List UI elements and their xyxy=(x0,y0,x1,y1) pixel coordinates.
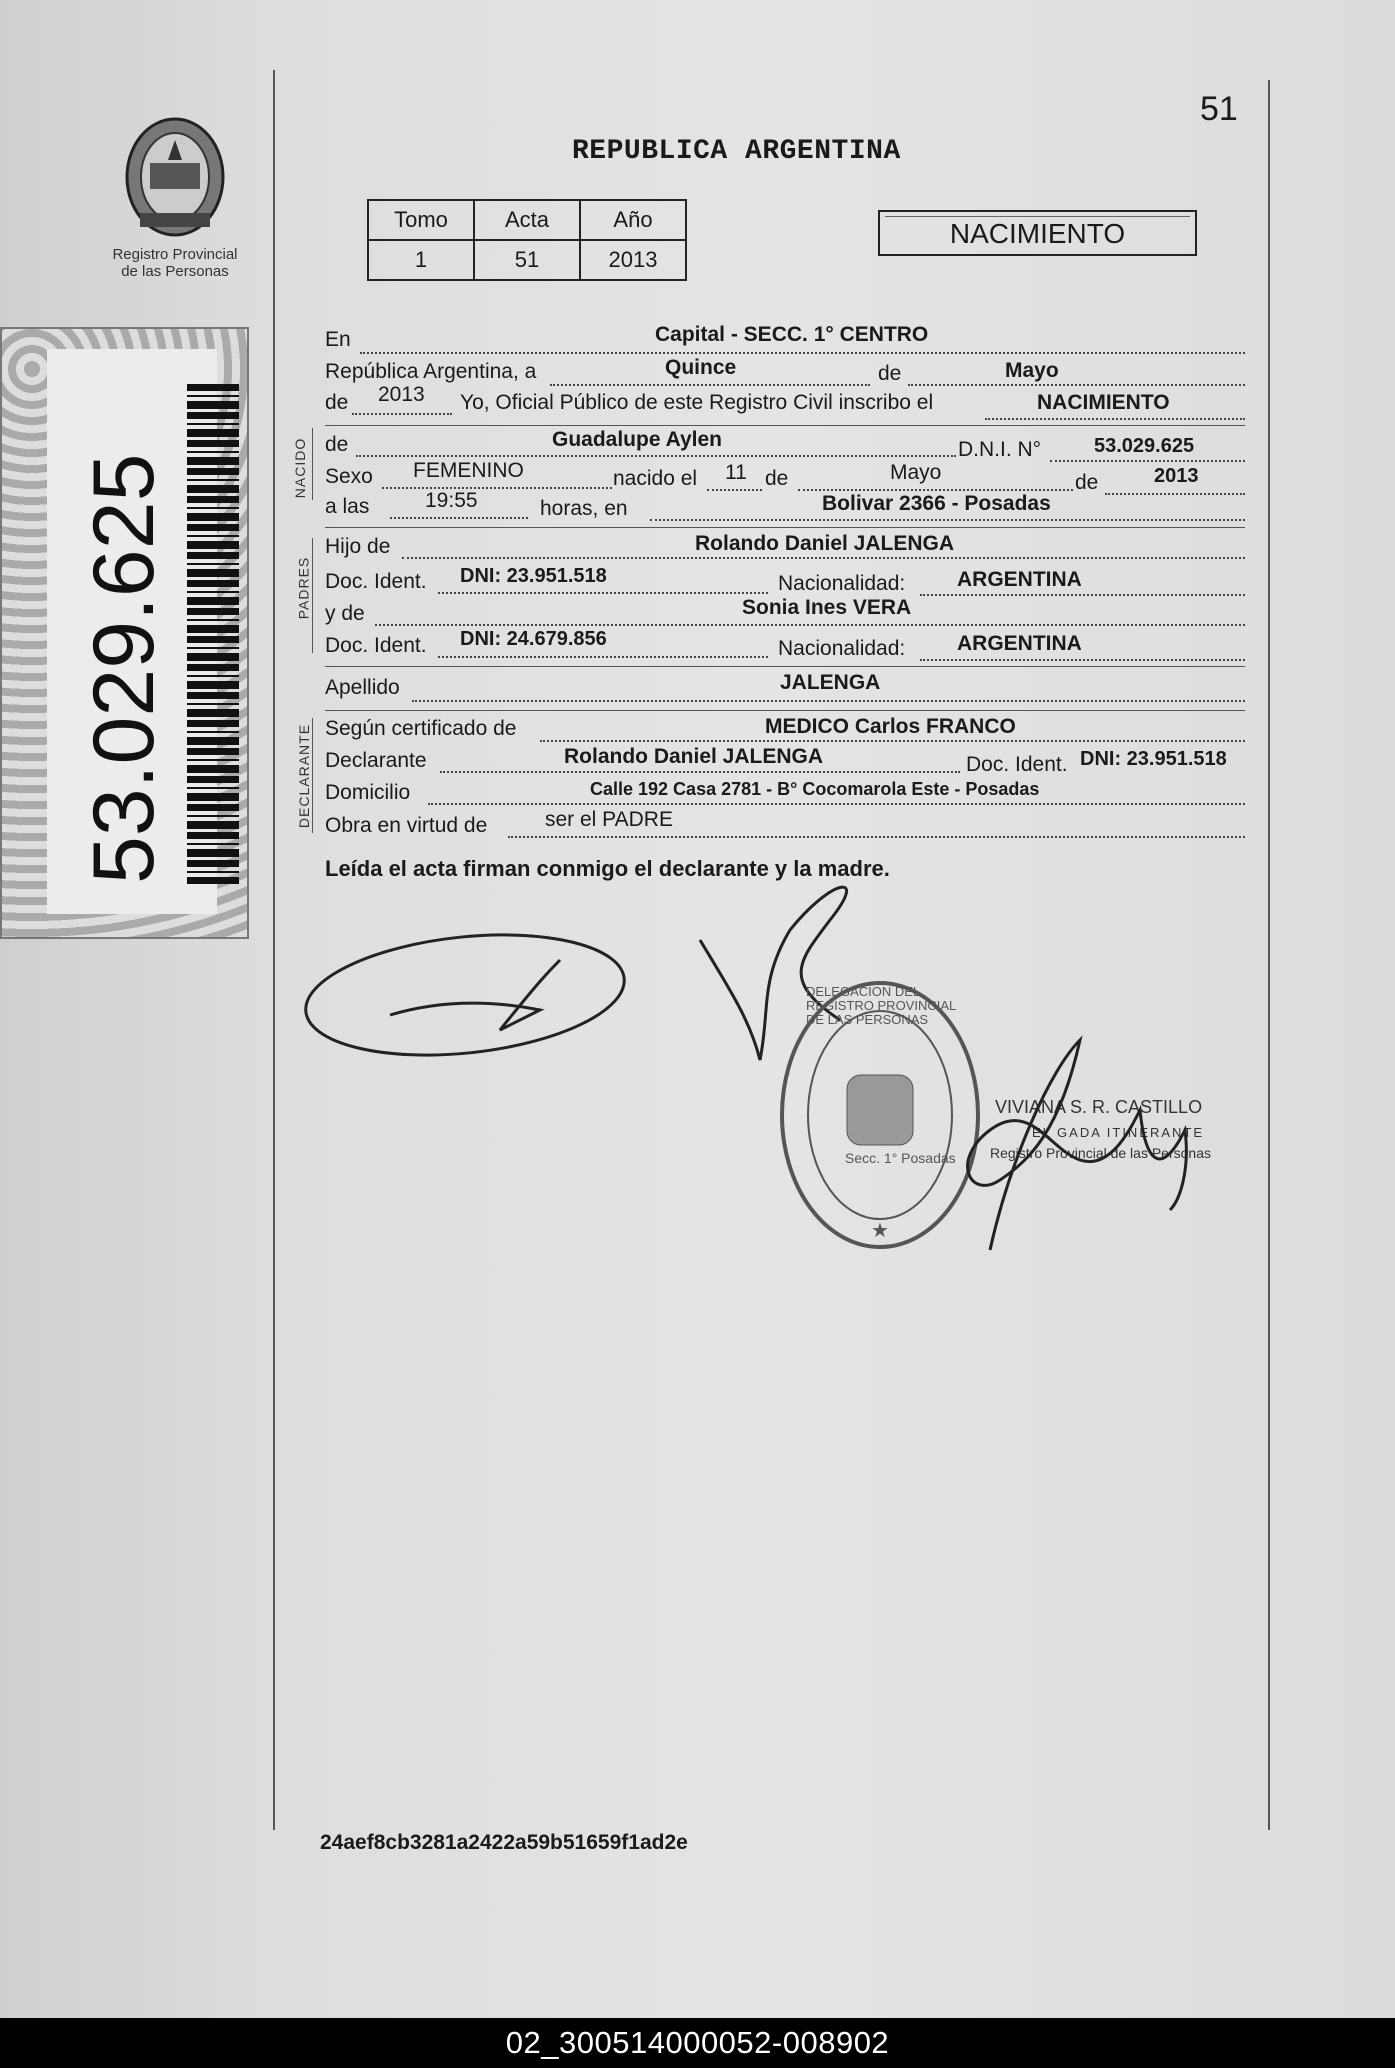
right-margin-line xyxy=(1268,80,1270,1830)
dotted-line xyxy=(550,384,870,386)
obra-label: Obra en virtud de xyxy=(325,814,488,837)
dotted-line xyxy=(412,700,1245,702)
madre-doc: DNI: 24.679.856 xyxy=(460,628,607,650)
dia-nacimiento: 11 xyxy=(725,461,747,484)
signature-oficial xyxy=(930,1010,1210,1260)
dotted-line xyxy=(707,489,762,491)
officer-line3: Registro Provincial de las Personas xyxy=(990,1145,1211,1161)
record-type-box: NACIMIENTO xyxy=(878,210,1197,256)
en-label: En xyxy=(325,328,351,351)
republica-label: República Argentina, a xyxy=(325,360,537,383)
mes-inscripcion: Mayo xyxy=(1005,359,1059,382)
declarante-doc: DNI: 23.951.518 xyxy=(1080,748,1227,770)
sexo-valor: FEMENINO xyxy=(413,459,524,482)
acta-value: 51 xyxy=(474,240,580,280)
dotted-line xyxy=(360,352,1245,354)
lugar-inscripcion: Capital - SECC. 1° CENTRO xyxy=(655,323,929,346)
yo-label: Yo, Oficial Público de este Registro Civil inscribo el xyxy=(460,391,934,414)
dotted-line xyxy=(352,413,452,415)
officer-name: VIVIANA S. R. CASTILLO xyxy=(995,1097,1203,1117)
section-label-declarante: DECLARANTE xyxy=(296,723,313,829)
signature-declarante xyxy=(300,900,640,1080)
dotted-line xyxy=(356,455,956,457)
anio-header: Año xyxy=(580,200,686,240)
certificado-valor: MEDICO Carlos FRANCO xyxy=(765,715,1016,738)
declarante-doc-label: Doc. Ident. xyxy=(966,753,1068,776)
section-label-padres: PADRES xyxy=(295,556,312,620)
padre-nacionalidad: ARGENTINA xyxy=(957,568,1082,591)
dotted-line xyxy=(402,557,1245,559)
stamp-inner-text: Secc. 1° Posadas xyxy=(845,1150,956,1166)
section-rule xyxy=(325,527,1245,528)
lugar-nacimiento: Bolivar 2366 - Posadas xyxy=(822,492,1051,515)
barcode-panel xyxy=(0,327,249,939)
tomo-value: 1 xyxy=(368,240,474,280)
section-divider xyxy=(312,718,313,833)
dotted-line xyxy=(438,656,768,658)
madre-doc-label: Doc. Ident. xyxy=(325,634,427,657)
dia-texto: Quince xyxy=(665,356,737,379)
provincial-shield-icon xyxy=(120,115,230,240)
barcode-bars xyxy=(187,384,239,884)
madre-nac-label: Nacionalidad: xyxy=(778,637,906,660)
de-label: de xyxy=(765,467,789,490)
madre-nombre: Sonia Ines VERA xyxy=(742,596,912,619)
svg-text:★: ★ xyxy=(871,1220,889,1242)
closing-statement: Leída el acta firman conmigo el declarante y la madre. xyxy=(325,856,890,881)
barcode-number: 53.029.625 xyxy=(76,453,172,884)
dotted-line xyxy=(650,519,1245,521)
anio-nacimiento: 2013 xyxy=(1154,465,1199,487)
dotted-line xyxy=(920,659,1245,661)
anio-inscripcion: 2013 xyxy=(378,383,425,406)
madre-nacionalidad: ARGENTINA xyxy=(957,632,1082,655)
section-rule xyxy=(325,425,1245,426)
nacido-de-label: de xyxy=(325,433,349,456)
declarante-label: Declarante xyxy=(325,749,427,772)
mes-nacimiento: Mayo xyxy=(890,461,942,484)
nacido-el-label: nacido el xyxy=(613,467,698,490)
tipo-inscripcion: NACIMIENTO xyxy=(1037,391,1170,414)
domicilio-valor: Calle 192 Casa 2781 - B° Cocomarola Este - Posadas xyxy=(590,779,1040,799)
page-number: 51 xyxy=(1200,90,1238,128)
section-rule xyxy=(325,666,1245,667)
padre-nac-label: Nacionalidad: xyxy=(778,572,906,595)
nombre-nacido: Guadalupe Aylen xyxy=(552,428,722,451)
record-table xyxy=(367,199,687,281)
certificado-label: Según certificado de xyxy=(325,717,517,740)
dotted-line xyxy=(428,803,1245,805)
hora-nacimiento: 19:55 xyxy=(425,489,478,512)
padre-doc: DNI: 23.951.518 xyxy=(460,565,607,587)
dotted-line xyxy=(798,489,1073,491)
logo-caption-line1: Registro Provincial xyxy=(112,246,238,263)
footer-id-bar: 02_300514000052-008902 xyxy=(0,2018,1395,2068)
section-label-nacido: NACIDO xyxy=(292,437,309,499)
dotted-line xyxy=(375,624,1245,626)
acta-header: Acta xyxy=(474,200,580,240)
de-label: de xyxy=(1075,471,1099,494)
section-rule xyxy=(325,710,1245,711)
dotted-line xyxy=(908,384,1245,386)
dotted-line xyxy=(1050,460,1245,462)
yde-label: y de xyxy=(325,602,365,625)
apellido-valor: JALENGA xyxy=(780,671,881,694)
dni-label: D.N.I. N° xyxy=(958,438,1042,461)
stamp-ring-text: DELEGACION DEL REGISTRO PROVINCIAL DE LAS PERSONAS xyxy=(806,984,956,1027)
hijo-label: Hijo de xyxy=(325,535,391,558)
de-label: de xyxy=(878,362,902,385)
de2-label: de xyxy=(325,391,349,414)
padre-doc-label: Doc. Ident. xyxy=(325,570,427,593)
padre-nombre: Rolando Daniel JALENGA xyxy=(695,532,955,555)
dotted-line xyxy=(438,592,768,594)
declarante-nombre: Rolando Daniel JALENGA xyxy=(564,745,824,768)
horas-label: horas, en xyxy=(540,497,628,520)
sexo-label: Sexo xyxy=(325,465,373,488)
left-margin-line xyxy=(273,70,275,1830)
dotted-line xyxy=(440,771,960,773)
dotted-line xyxy=(508,836,1245,838)
anio-value: 2013 xyxy=(580,240,686,280)
alas-label: a las xyxy=(325,495,370,518)
domicilio-label: Domicilio xyxy=(325,781,411,804)
registry-logo xyxy=(100,115,250,280)
logo-caption-line2: de las Personas xyxy=(121,263,229,280)
obra-valor: ser el PADRE xyxy=(545,808,673,831)
section-divider xyxy=(312,538,313,653)
dotted-line xyxy=(382,487,612,489)
dotted-line xyxy=(920,594,1245,596)
officer-line2: EL GADA ITINERANTE xyxy=(1032,1125,1205,1140)
dni-nacido: 53.029.625 xyxy=(1094,435,1195,457)
dotted-line xyxy=(1105,493,1245,495)
dotted-line xyxy=(985,418,1245,420)
dotted-line xyxy=(540,740,1245,742)
document-hash: 24aef8cb3281a2422a59b51659f1ad2e xyxy=(320,1831,688,1854)
dotted-line xyxy=(390,517,528,519)
apellido-label: Apellido xyxy=(325,676,400,699)
tomo-header: Tomo xyxy=(368,200,474,240)
section-divider xyxy=(312,428,313,500)
document-title: REPUBLICA ARGENTINA xyxy=(572,136,901,167)
